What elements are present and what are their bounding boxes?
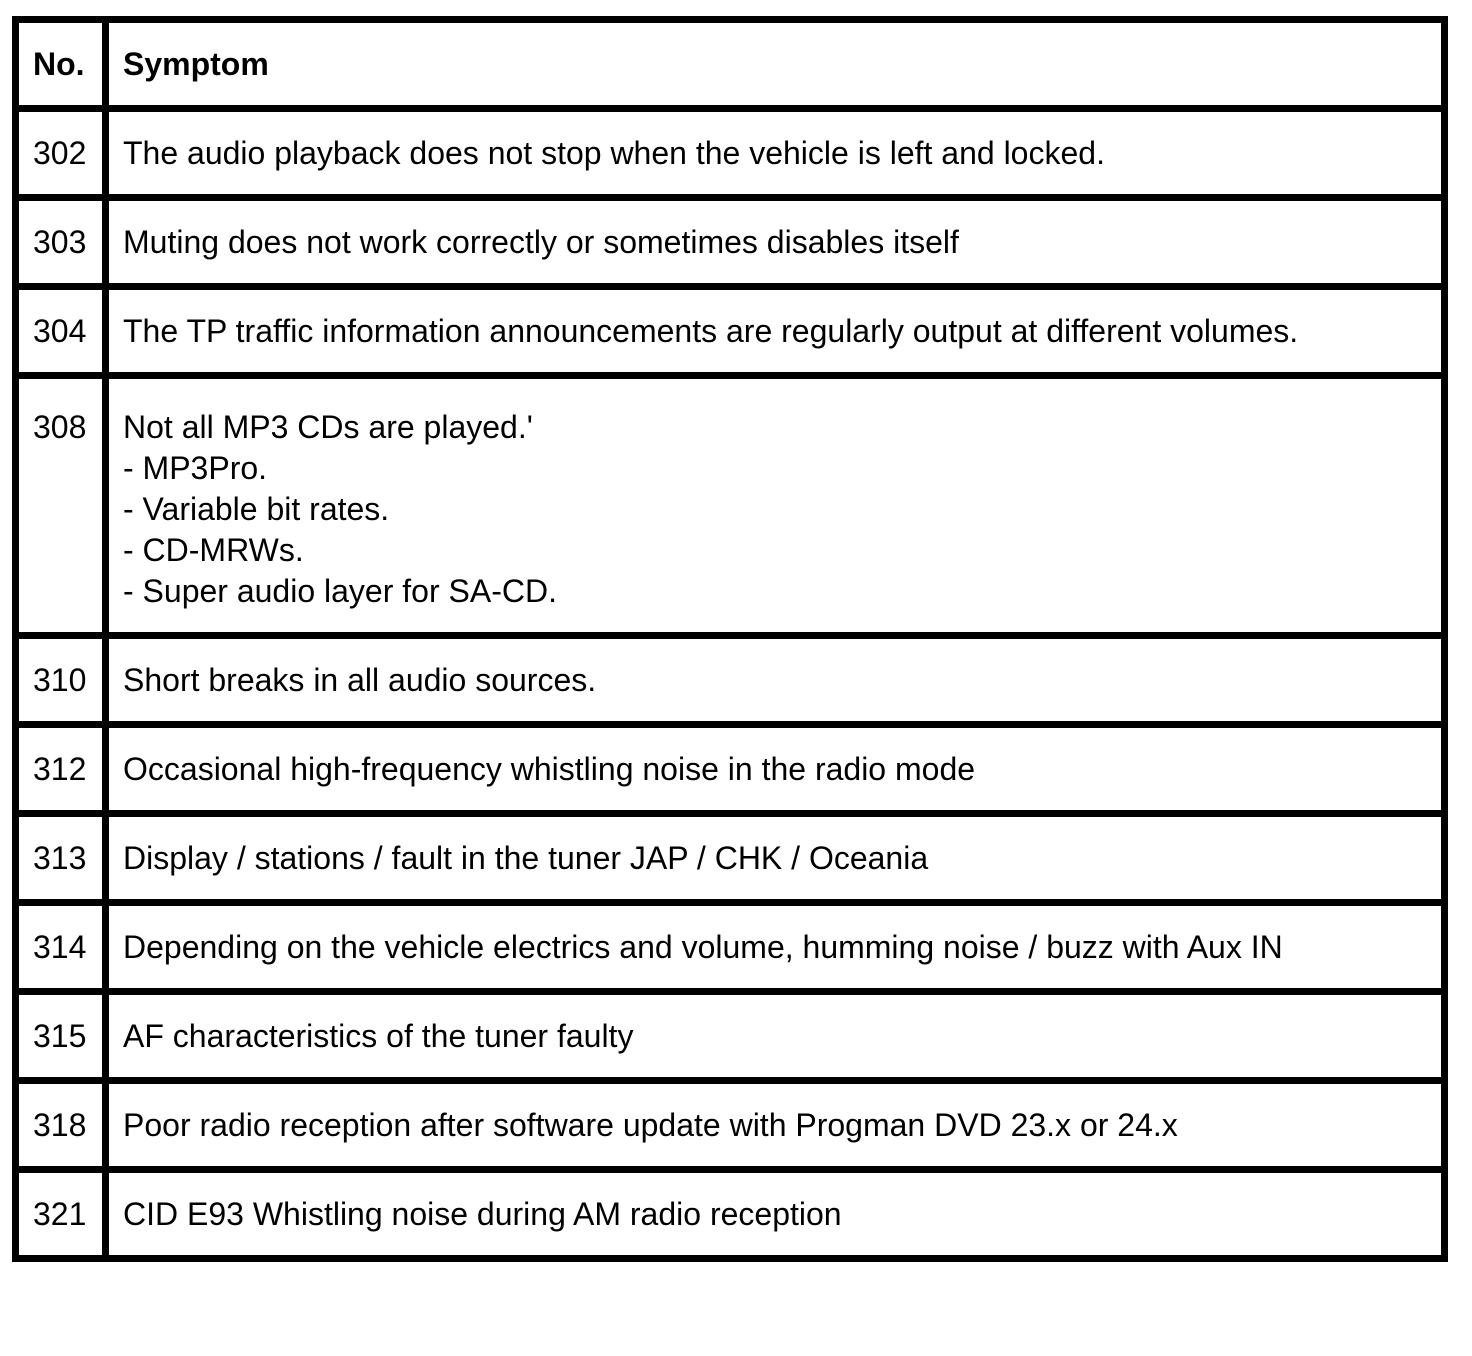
- symptom-table: [12, 16, 1448, 1262]
- table-row: [16, 1170, 1445, 1259]
- row-symptom: Poor radio reception after software update with Progman DVD 23.x or 24.x: [106, 1081, 1445, 1170]
- row-number: 308: [16, 376, 106, 636]
- table-row: [16, 992, 1445, 1081]
- row-number: 315: [16, 992, 106, 1081]
- row-symptom: The audio playback does not stop when the vehicle is left and locked.: [106, 109, 1445, 198]
- table-row: [16, 198, 1445, 287]
- table-row: [16, 287, 1445, 376]
- table-row: [16, 1081, 1445, 1170]
- row-number: 318: [16, 1081, 106, 1170]
- row-symptom: [106, 376, 1445, 636]
- row-symptom: The TP traffic information announcements are regularly output at different volumes.: [106, 287, 1445, 376]
- row-symptom: CID E93 Whistling noise during AM radio reception: [106, 1170, 1445, 1259]
- table-row: [16, 376, 1445, 636]
- symptom-line: - MP3Pro.: [123, 450, 268, 486]
- row-number: 304: [16, 287, 106, 376]
- column-header-no: No.: [16, 20, 106, 109]
- row-symptom: AF characteristics of the tuner faulty: [106, 992, 1445, 1081]
- table-row: [16, 109, 1445, 198]
- row-symptom: Display / stations / fault in the tuner JAP / CHK / Oceania: [106, 814, 1445, 903]
- row-symptom: Depending on the vehicle electrics and volume, humming noise / buzz with Aux IN: [106, 903, 1445, 992]
- row-symptom: Occasional high-frequency whistling noise in the radio mode: [106, 725, 1445, 814]
- table-row: [16, 903, 1445, 992]
- table-row: [16, 814, 1445, 903]
- row-number: 312: [16, 725, 106, 814]
- row-number: 310: [16, 636, 106, 725]
- row-symptom: Muting does not work correctly or sometimes disables itself: [106, 198, 1445, 287]
- row-number: 321: [16, 1170, 106, 1259]
- symptom-line: - Variable bit rates.: [123, 491, 390, 527]
- column-header-symptom: Symptom: [106, 20, 1445, 109]
- table-row: [16, 725, 1445, 814]
- symptom-line: - CD-MRWs.: [123, 532, 304, 568]
- table-row: [16, 636, 1445, 725]
- row-number: 303: [16, 198, 106, 287]
- row-number: 302: [16, 109, 106, 198]
- row-number: 313: [16, 814, 106, 903]
- table-header-row: [16, 20, 1445, 109]
- symptom-line: Not all MP3 CDs are played.': [123, 409, 533, 445]
- row-symptom: Short breaks in all audio sources.: [106, 636, 1445, 725]
- symptom-line: - Super audio layer for SA-CD.: [123, 573, 557, 609]
- row-number: 314: [16, 903, 106, 992]
